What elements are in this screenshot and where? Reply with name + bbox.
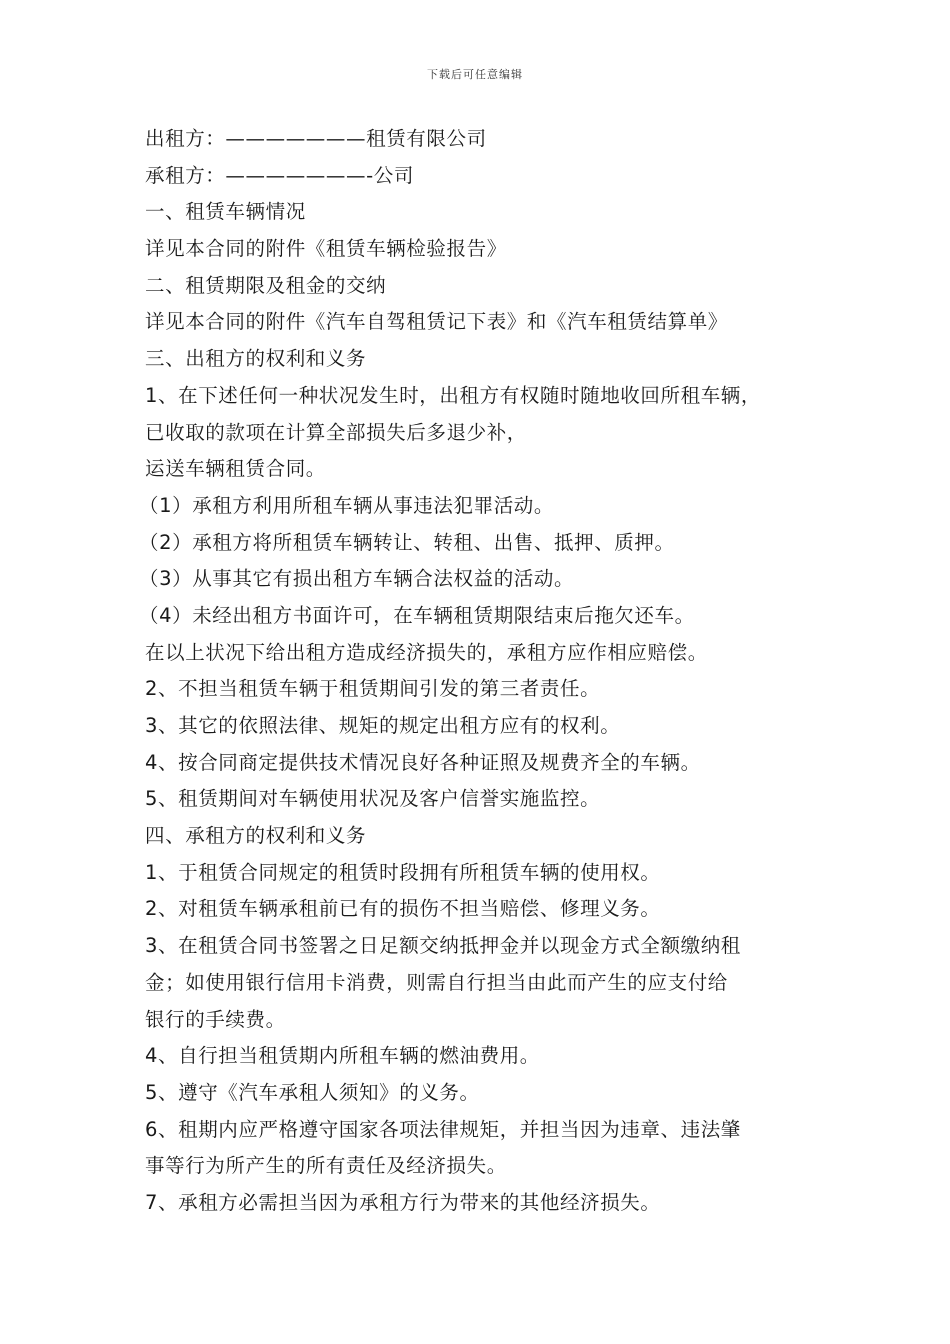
clause-line: 2、对租赁车辆承租前已有的损伤不担当赔偿、修理义务。	[145, 897, 661, 921]
paragraph-line: 详见本合同的附件《租赁车辆检验报告》	[145, 237, 507, 261]
section-heading-2: 二、租赁期限及租金的交纳	[145, 273, 387, 297]
header-note: 下载后可任意编辑	[427, 68, 523, 81]
clause-line: 5、遵守《汽车承租人须知》的义务。	[145, 1080, 480, 1104]
paragraph-line: 运送车辆租赁合同。	[145, 457, 326, 481]
paragraph-line: 详见本合同的附件《汽车自驾租赁记下表》和《汽车租赁结算单》	[145, 310, 728, 334]
clause-line: 3、在租赁合同书签署之日足额交纳抵押金并以现金方式全额缴纳租	[145, 934, 741, 958]
section-heading-4: 四、承租方的权利和义务	[145, 824, 367, 848]
document-body	[139, 121, 835, 1222]
sub-clause-line: （4）未经出租方书面许可，在车辆租赁期限结束后拖欠还车。	[139, 603, 695, 627]
lessee-line: 承租方：———————-公司	[145, 163, 414, 187]
sub-clause-line: （3）从事其它有损出租方车辆合法权益的活动。	[139, 567, 575, 591]
clause-line: 3、其它的依照法律、规矩的规定出租方应有的权利。	[145, 714, 621, 737]
paragraph-line: 在以上状况下给出租方造成经济损失的，承租方应作相应赔偿。	[145, 640, 708, 664]
clause-line: 1、于租赁合同规定的租赁时段拥有所租赁车辆的使用权。	[145, 860, 661, 884]
clause-line: 2、不担当租赁车辆于租赁期间引发的第三者责任。	[145, 677, 601, 701]
clause-line: 4、按合同商定提供技术情况良好各种证照及规费齐全的车辆。	[145, 750, 701, 774]
clause-line: 金；如使用银行信用卡消费，则需自行担当由此而产生的应支付给	[145, 970, 728, 994]
sub-clause-line: （2）承租方将所租赁车辆转让、转租、出售、抵押、质押。	[139, 530, 675, 554]
clause-line: 已收取的款项在计算全部损失后多退少补，	[145, 420, 527, 444]
clause-line: 5、租赁期间对车辆使用状况及客户信誉实施监控。	[145, 787, 601, 811]
clause-line: 4、自行担当租赁期内所租车辆的燃油费用。	[145, 1044, 540, 1068]
section-heading-1: 一、租赁车辆情况	[145, 200, 306, 224]
clause-line: 6、租期内应严格遵守国家各项法律规矩，并担当因为违章、违法肇	[145, 1117, 741, 1141]
clause-line: 事等行为所产生的所有责任及经济损失。	[145, 1154, 507, 1178]
section-heading-3: 三、出租方的权利和义务	[145, 347, 367, 371]
clause-line: 1、在下述任何一种状况发生时，出租方有权随时随地收回所租车辆，	[145, 383, 762, 407]
sub-clause-line: （1）承租方利用所租车辆从事违法犯罪活动。	[139, 493, 555, 517]
clause-line: 7、承租方必需担当因为承租方行为带来的其他经济损失。	[145, 1190, 661, 1214]
lessor-line: 出租方：———————租赁有限公司	[145, 127, 487, 150]
clause-line: 银行的手续费。	[145, 1007, 286, 1031]
